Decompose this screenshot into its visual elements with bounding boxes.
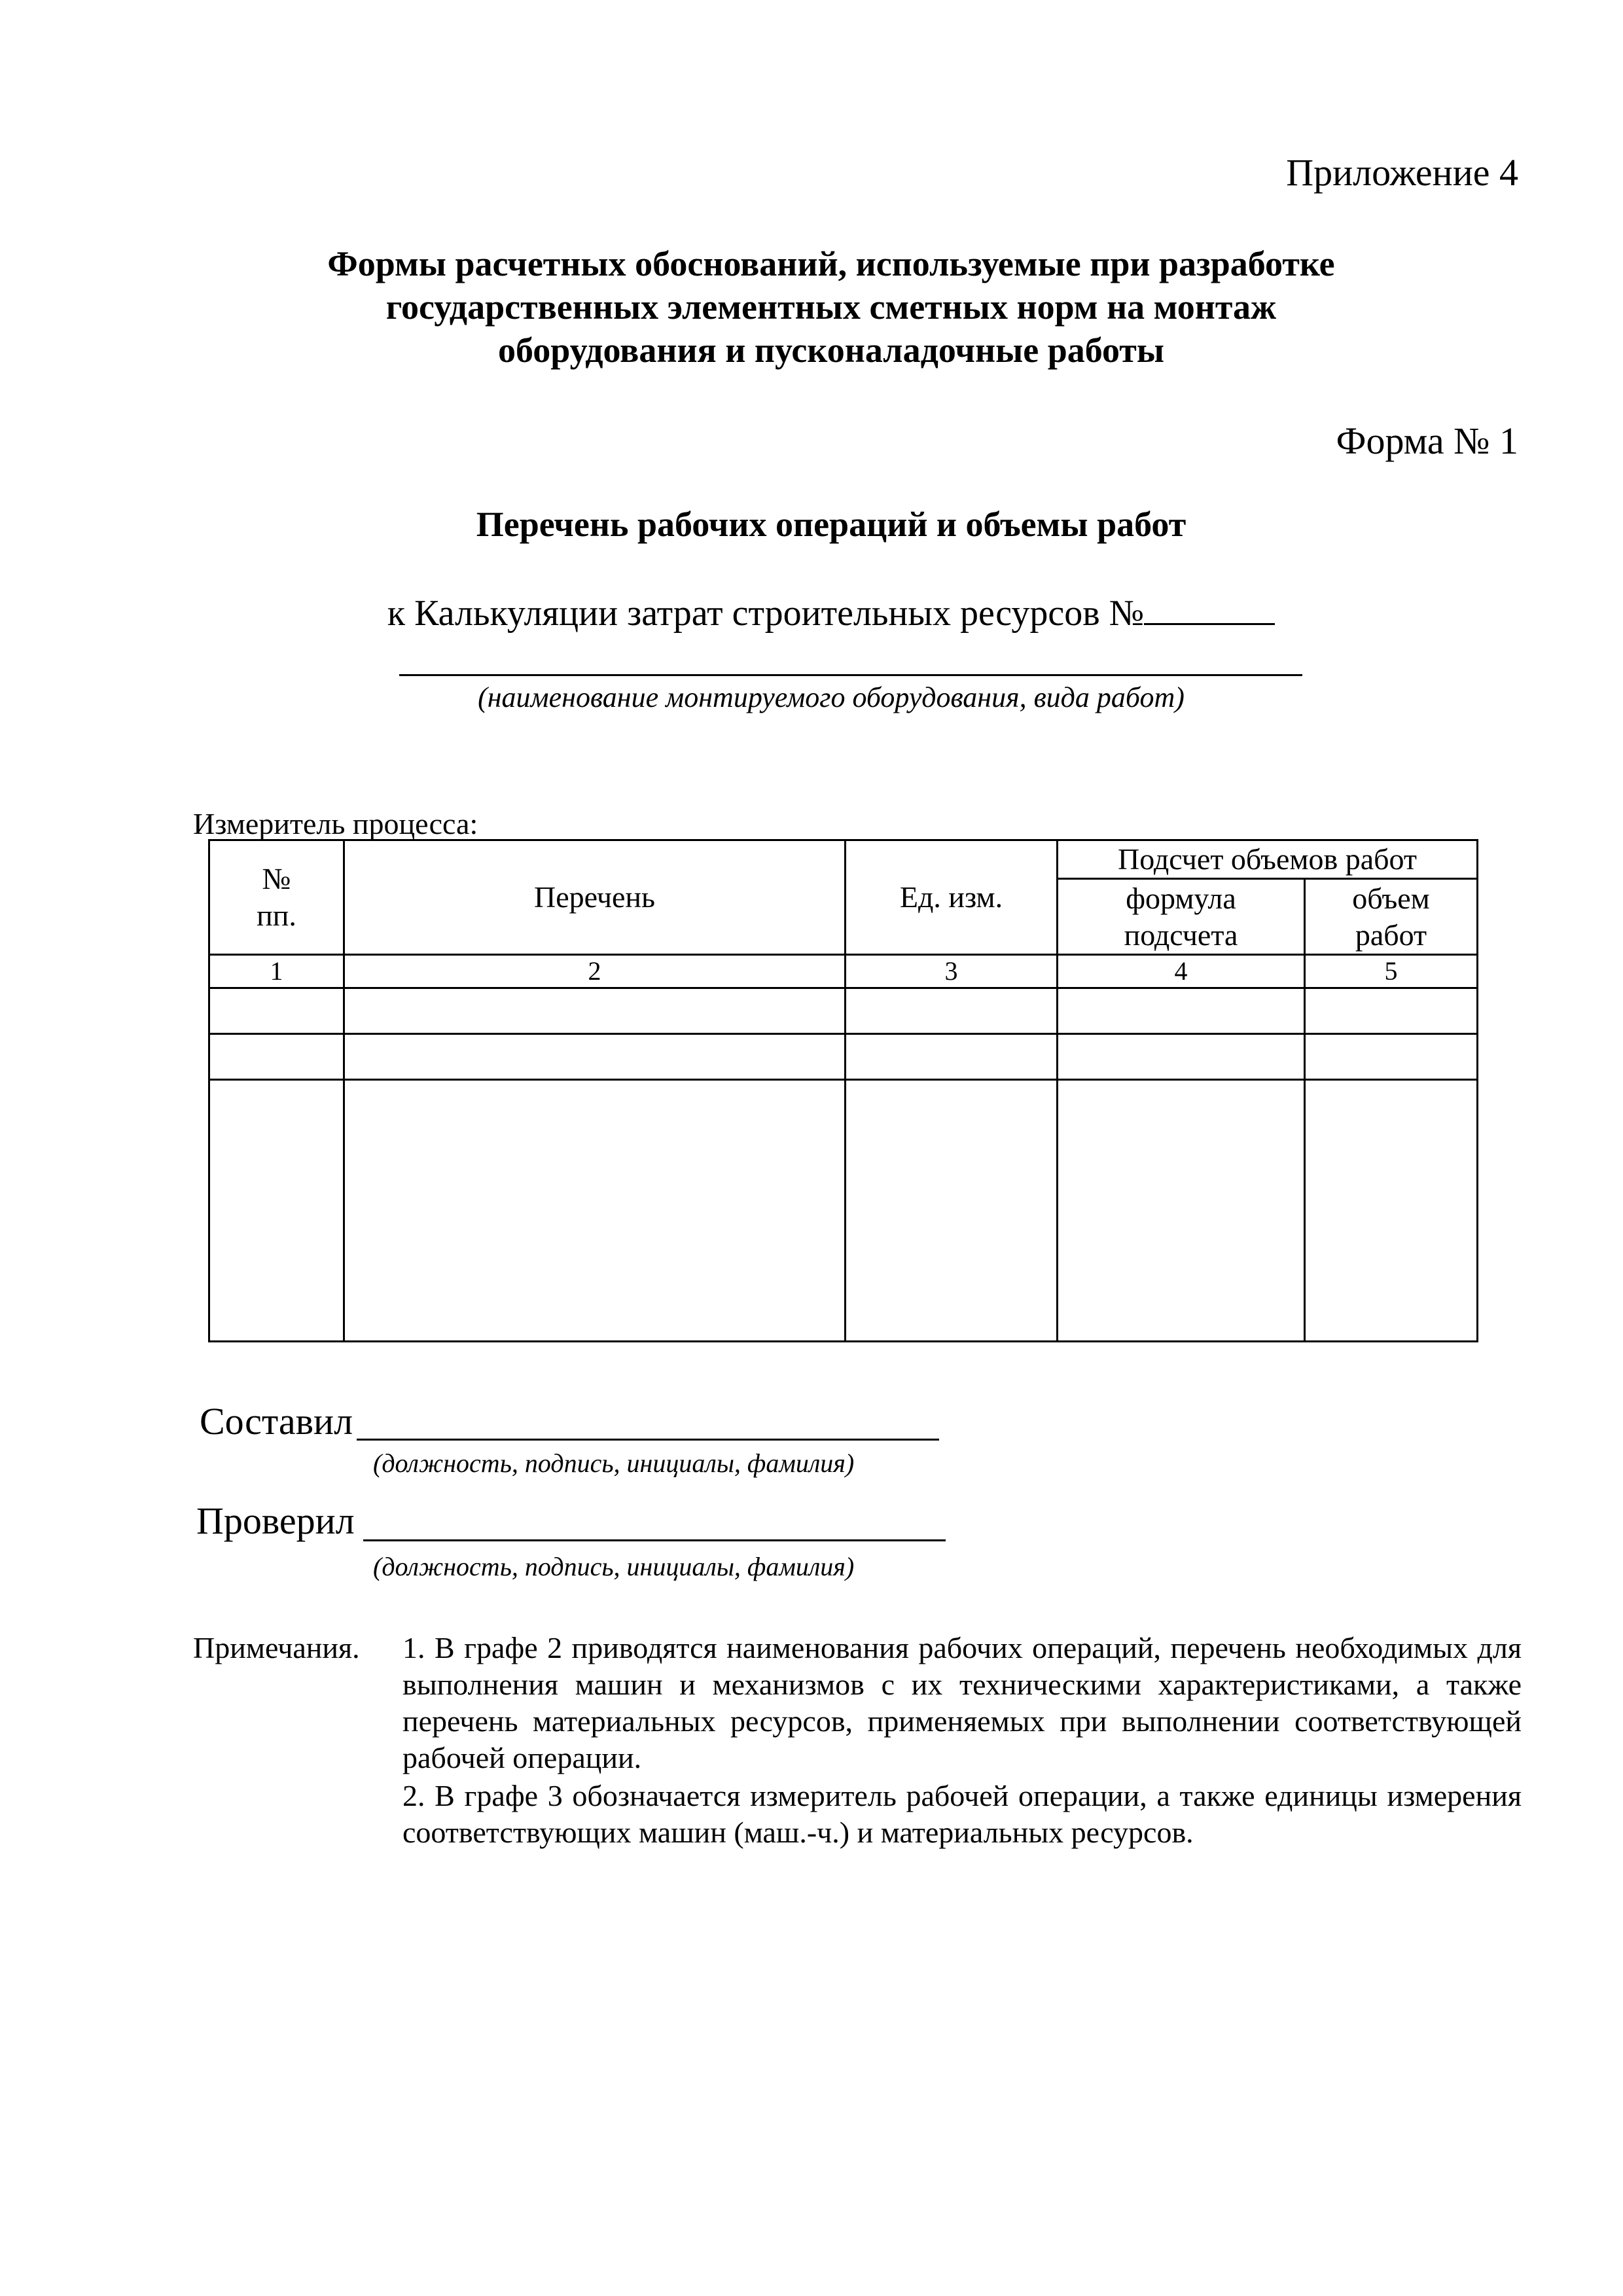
header-number-line2: пп. (257, 899, 296, 932)
table-cell[interactable] (344, 1080, 846, 1342)
table-row (209, 1080, 1478, 1342)
table-cell[interactable] (846, 988, 1058, 1034)
calculation-number-blank[interactable] (1144, 589, 1275, 625)
appendix-label: Приложение 4 (1286, 151, 1518, 194)
table-cell[interactable] (1058, 1034, 1305, 1080)
table-cell[interactable] (846, 1034, 1058, 1080)
operations-table (208, 839, 1478, 1342)
column-number-2: 2 (344, 955, 846, 988)
table-cell[interactable] (846, 1080, 1058, 1342)
column-number-row (209, 955, 1478, 988)
note-item-1: 1. В графе 2 приводятся наименования рабочих операций, перечень необходимых для выполнения машин и механизмов с их техническими характеристиками, а также перечень материальных ресурсов, применяемых при выполнении соответствующей рабочей операции. (402, 1631, 1522, 1774)
title-line-1: Формы расчетных обоснований, используемые при разработке (327, 244, 1335, 283)
header-volume (1305, 879, 1478, 955)
table-row (209, 988, 1478, 1034)
table-cell[interactable] (344, 988, 846, 1034)
form-number: Форма № 1 (1336, 420, 1518, 462)
equipment-name-caption: (наименование монтируемого оборудования, вида работ) (478, 681, 1185, 713)
header-formula-line1: формула (1126, 881, 1236, 915)
note-item-2: 2. В графе 3 обозначается измеритель рабочей операции, а также единицы измерения соответствующих машин (маш.-ч.) и материальных ресурсов. (402, 1779, 1522, 1849)
checked-label: Проверил (196, 1499, 355, 1542)
column-number-1: 1 (209, 955, 344, 988)
table-cell[interactable] (344, 1034, 846, 1080)
header-unit: Ед. изм. (846, 840, 1058, 955)
composed-label: Составил (200, 1400, 353, 1443)
table-cell[interactable] (209, 1034, 344, 1080)
title-line-2: государственных элементных сметных норм на монтаж (385, 287, 1277, 327)
header-formula (1058, 879, 1305, 955)
table-cell[interactable] (1305, 988, 1478, 1034)
table-cell[interactable] (1305, 1034, 1478, 1080)
header-formula-line2: подсчета (1124, 918, 1238, 952)
composed-caption: (должность, подпись, инициалы, фамилия) (373, 1448, 855, 1478)
composed-signature-line[interactable] (357, 1439, 939, 1441)
header-number (209, 840, 344, 955)
column-number-3: 3 (846, 955, 1058, 988)
column-number-4: 4 (1058, 955, 1305, 988)
table-cell[interactable] (209, 1080, 344, 1342)
table-row (209, 1034, 1478, 1080)
list-title: Перечень рабочих операций и объемы работ (476, 505, 1186, 544)
notes-section (193, 1630, 1522, 1852)
title-line-3: оборудования и пусконаладочные работы (497, 331, 1164, 370)
table-cell[interactable] (1058, 1080, 1305, 1342)
table-cell[interactable] (1305, 1080, 1478, 1342)
equipment-name-blank[interactable] (399, 674, 1302, 676)
process-meter-label: Измеритель процесса: (193, 807, 478, 840)
table-cell[interactable] (1058, 988, 1305, 1034)
notes-list (402, 1630, 1522, 1851)
checked-signature-line[interactable] (363, 1539, 946, 1541)
notes-label: Примечания. (193, 1631, 360, 1664)
header-volume-line2: работ (1355, 918, 1427, 952)
table-cell[interactable] (209, 988, 344, 1034)
calculation-line (196, 589, 1466, 634)
checked-caption: (должность, подпись, инициалы, фамилия) (373, 1552, 855, 1581)
column-number-5: 5 (1305, 955, 1478, 988)
document-title (196, 242, 1466, 372)
header-volume-line1: объем (1352, 881, 1430, 915)
header-number-line1: № (262, 862, 291, 895)
calculation-text: к Калькуляции затрат строительных ресурсов № (387, 593, 1145, 634)
header-volume-group: Подсчет объемов работ (1058, 840, 1478, 879)
header-list: Перечень (344, 840, 846, 955)
